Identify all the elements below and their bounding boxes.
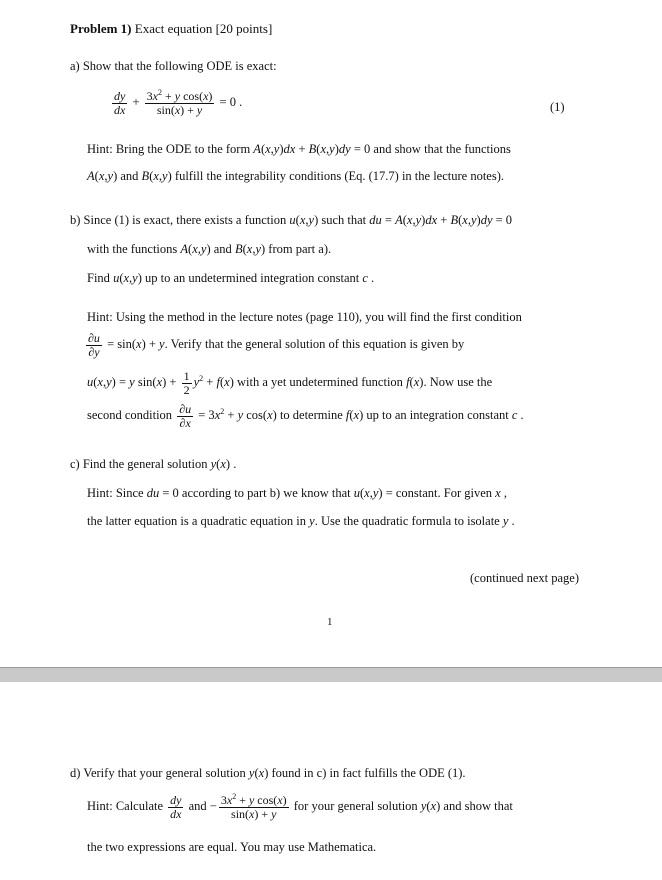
part-b-label: b): [70, 213, 81, 227]
part-c-text: Find the general solution: [82, 457, 208, 471]
page-number: 1: [327, 616, 333, 628]
problem-subtitle: Exact equation [20 points]: [134, 21, 273, 36]
problem-title: Problem 1): [70, 21, 132, 36]
part-b-hint-text-5: second condition: [87, 407, 173, 422]
part-b-hint-line3: u(x,y) = y sin(x) + $\frac{1}{2}$ $y^2 + f(x)$ with a yet undetermined function f(x). Now use the: [87, 369, 493, 397]
part-d-hint-line2: the two expressions are equal. You may use Mathematica.: [87, 840, 377, 854]
part-a-statement: [70, 59, 277, 74]
part-d-label: d): [70, 766, 81, 780]
part-c-hint-line1: Hint: Since du = 0 according to part b) we know that u(x,y) = constant. For given x ,: [87, 486, 507, 500]
part-c-hint-line2: the latter equation is a quadratic equation in y. Use the quadratic formula to isolate y .: [87, 514, 515, 528]
dy-dx-fraction-d: $\frac{dy}{dx}$: [170, 793, 182, 821]
part-c-hint-text-3: . For given: [437, 486, 493, 500]
part-b-hint-text-4: . Now use the: [423, 374, 493, 389]
hint-a-text-4: fulfill the integrability conditions (Eq. (17.7) in the lecture notes).: [174, 169, 504, 183]
ode-rhs-fraction: $\frac{3x^2 + y \cos(x)}{\sin(x) + y}$: [146, 88, 213, 117]
part-b-text-6: Find: [87, 271, 110, 285]
part-c-hint-text-1: Hint: Since: [87, 486, 144, 500]
part-c-statement: c) Find the general solution y(x) .: [70, 457, 237, 471]
part-b-hint-text-7: up to an integration constant: [366, 407, 509, 422]
part-d-hint-text-1: Hint: Calculate: [87, 798, 164, 813]
du-dy-fraction: $\frac{\partial u}{\partial y}$: [88, 331, 100, 359]
part-b-text-2: such that: [321, 213, 367, 227]
half-fraction: $\frac{1}{2}$: [183, 369, 190, 397]
part-b-hint-text-3: with a yet undetermined function: [237, 374, 403, 389]
part-c-label: c): [70, 457, 80, 471]
part-b-text-3: with the functions: [87, 242, 178, 256]
part-b-hint-text-6: to determine: [279, 407, 343, 422]
part-b-text-4: and: [213, 242, 232, 256]
equation-1: $\frac{dy}{dx}$ + $\frac{3x^2 + y \cos(x)}{\sin(x) + y}$ = 0 .: [114, 88, 243, 117]
hint-a-text-2: and show that the functions: [373, 142, 511, 156]
part-b-hint-line4: second condition $\frac{\partial u}{\partial x}$ = $3x^2 + y$ cos(x) to determine f(x) up to an integration constant c .: [87, 402, 524, 430]
part-d-hint-line1: Hint: Calculate $\frac{dy}{dx}$ and − $\frac{3x^2 + y \cos(x)}{\sin(x) + y}$ for your general solution y(x) and show that: [87, 792, 513, 821]
du-dx-fraction: $\frac{\partial u}{\partial x}$: [179, 402, 192, 430]
continued-note: (continued next page): [470, 571, 579, 585]
part-b-line3: Find u(x,y) up to an undetermined integration constant c .: [87, 271, 375, 285]
part-a-label: a): [70, 59, 80, 73]
part-b-hint-text-2: . Verify that the general solution of this equation is given by: [164, 336, 465, 351]
page-divider: [0, 668, 662, 682]
part-d-text-2: found in c) in fact fulfills the ODE (1).: [271, 766, 466, 780]
part-d-text-1: Verify that your general solution: [83, 766, 246, 780]
part-b-hint-line2: $\frac{\partial u}{\partial y}$ = sin(x) + y. Verify that the general solution of this equation is given by: [88, 331, 465, 359]
part-b-text-5: from part a).: [268, 242, 332, 256]
part-a-text: Show that the following ODE is exact:: [82, 59, 277, 73]
part-d-hint-text-3: for your general solution: [293, 798, 418, 813]
part-b-text-7: up to an undetermined integration constant: [145, 271, 360, 285]
part-b-text-1: Since (1) is exact, there exists a function: [83, 213, 287, 227]
dy-dx-fraction: $\frac{dy}{dx}$: [114, 89, 126, 117]
problem-heading: [70, 21, 272, 37]
part-a-hint-line1: Hint: Bring the ODE to the form A(x,y)dx + B(x,y)dy = 0 and show that the functions: [87, 142, 511, 156]
hint-a-text-1: Hint: Bring the ODE to the form: [87, 142, 251, 156]
part-c-hint-text-2: according to part b) we know that: [181, 486, 351, 500]
equation-number: (1): [550, 100, 565, 114]
part-c-hint-text-5: . Use the quadratic formula to isolate: [314, 514, 500, 528]
part-a-hint-line2: A(x,y) and B(x,y) fulfill the integrability conditions (Eq. (17.7) in the lecture notes).: [87, 169, 504, 183]
part-c-hint-text-4: the latter equation is a quadratic equation in: [87, 514, 307, 528]
ode-form-math: A: [253, 142, 261, 156]
ode-rhs-fraction-d: $\frac{3x^2 + y \cos(x)}{\sin(x) + y}$: [220, 792, 287, 821]
hint-a-text-3: and: [120, 169, 139, 183]
part-b-line1: b) Since (1) is exact, there exists a function u(x,y) such that du = A(x,y)dx + B(x,y)dy = 0: [70, 213, 513, 227]
part-b-hint-line1: Hint: Using the method in the lecture notes (page 110), you will find the first condition: [87, 310, 522, 324]
part-d-hint-text-2: and: [188, 798, 207, 813]
part-d-statement: d) Verify that your general solution y(x) found in c) in fact fulfills the ODE (1).: [70, 766, 466, 780]
part-d-hint-text-4: and show that: [443, 798, 513, 813]
part-b-line2: with the functions A(x,y) and B(x,y) from part a).: [87, 242, 332, 256]
